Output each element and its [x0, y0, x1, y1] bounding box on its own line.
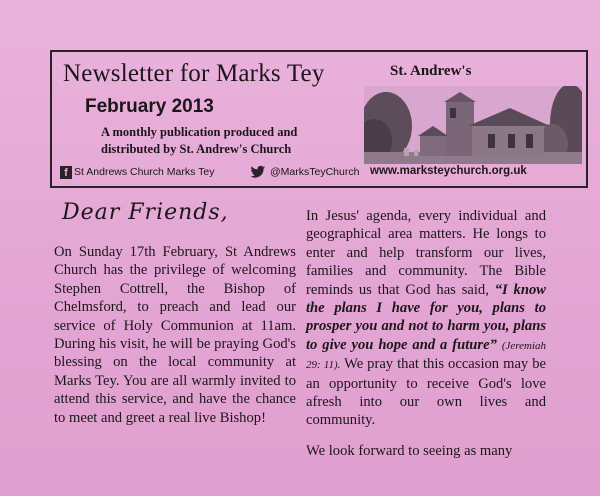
twitter-icon [250, 165, 266, 179]
letter-greeting: Dear Friends, [62, 200, 229, 225]
church-photo [364, 86, 582, 164]
issue-date: February 2013 [85, 96, 214, 117]
newsletter-title: Newsletter for Marks Tey [63, 60, 325, 87]
facebook-icon: f [60, 166, 72, 179]
scripture-reference: (Jeremiah 29: 11). [306, 339, 547, 372]
left-column [54, 243, 296, 427]
scripture-quote: “I know the plans I have for you, plans to prosper you and not to harm you, plans to give you hope and a future” [306, 281, 546, 353]
twitter-label: @MarksTeyChurch [270, 166, 360, 178]
right-intro-text: In Jesus' agenda, every individual and geographical area matters. He longs to enter and help transform our lives, families and community. The Bible reminds us that God has said, [306, 208, 546, 298]
subtitle-line-1: A monthly publication produced and [101, 125, 298, 139]
masthead-box [50, 50, 588, 188]
subtitle-line-2: distributed by St. Andrew's Church [101, 142, 292, 156]
right-paragraph [306, 207, 546, 430]
left-paragraph: On Sunday 17th February, St Andrews Church has the privilege of welcoming Stephen Cottrell, the Bishop of Chelmsford, to preach and lead our service of Holy Communion at 11am. During his visit, he will be praying God's blessing on the local community at Marks Tey. You are all warmly invited to attend this service, and have the chance to meet and greet a real live Bishop! [54, 244, 296, 426]
right-column [306, 207, 546, 460]
closing-paragraph: We look forward to seeing as many [306, 442, 513, 459]
facebook-label: St Andrews Church Marks Tey [74, 166, 215, 178]
right-after-quote-text: We pray that this occasion may be an opportunity to receive God's love afresh into our own lives and community. [306, 356, 546, 429]
website-url: www.marksteychurch.org.uk [370, 165, 527, 177]
masthead-contact-row [60, 164, 580, 184]
church-name: St. Andrew's [390, 63, 472, 79]
